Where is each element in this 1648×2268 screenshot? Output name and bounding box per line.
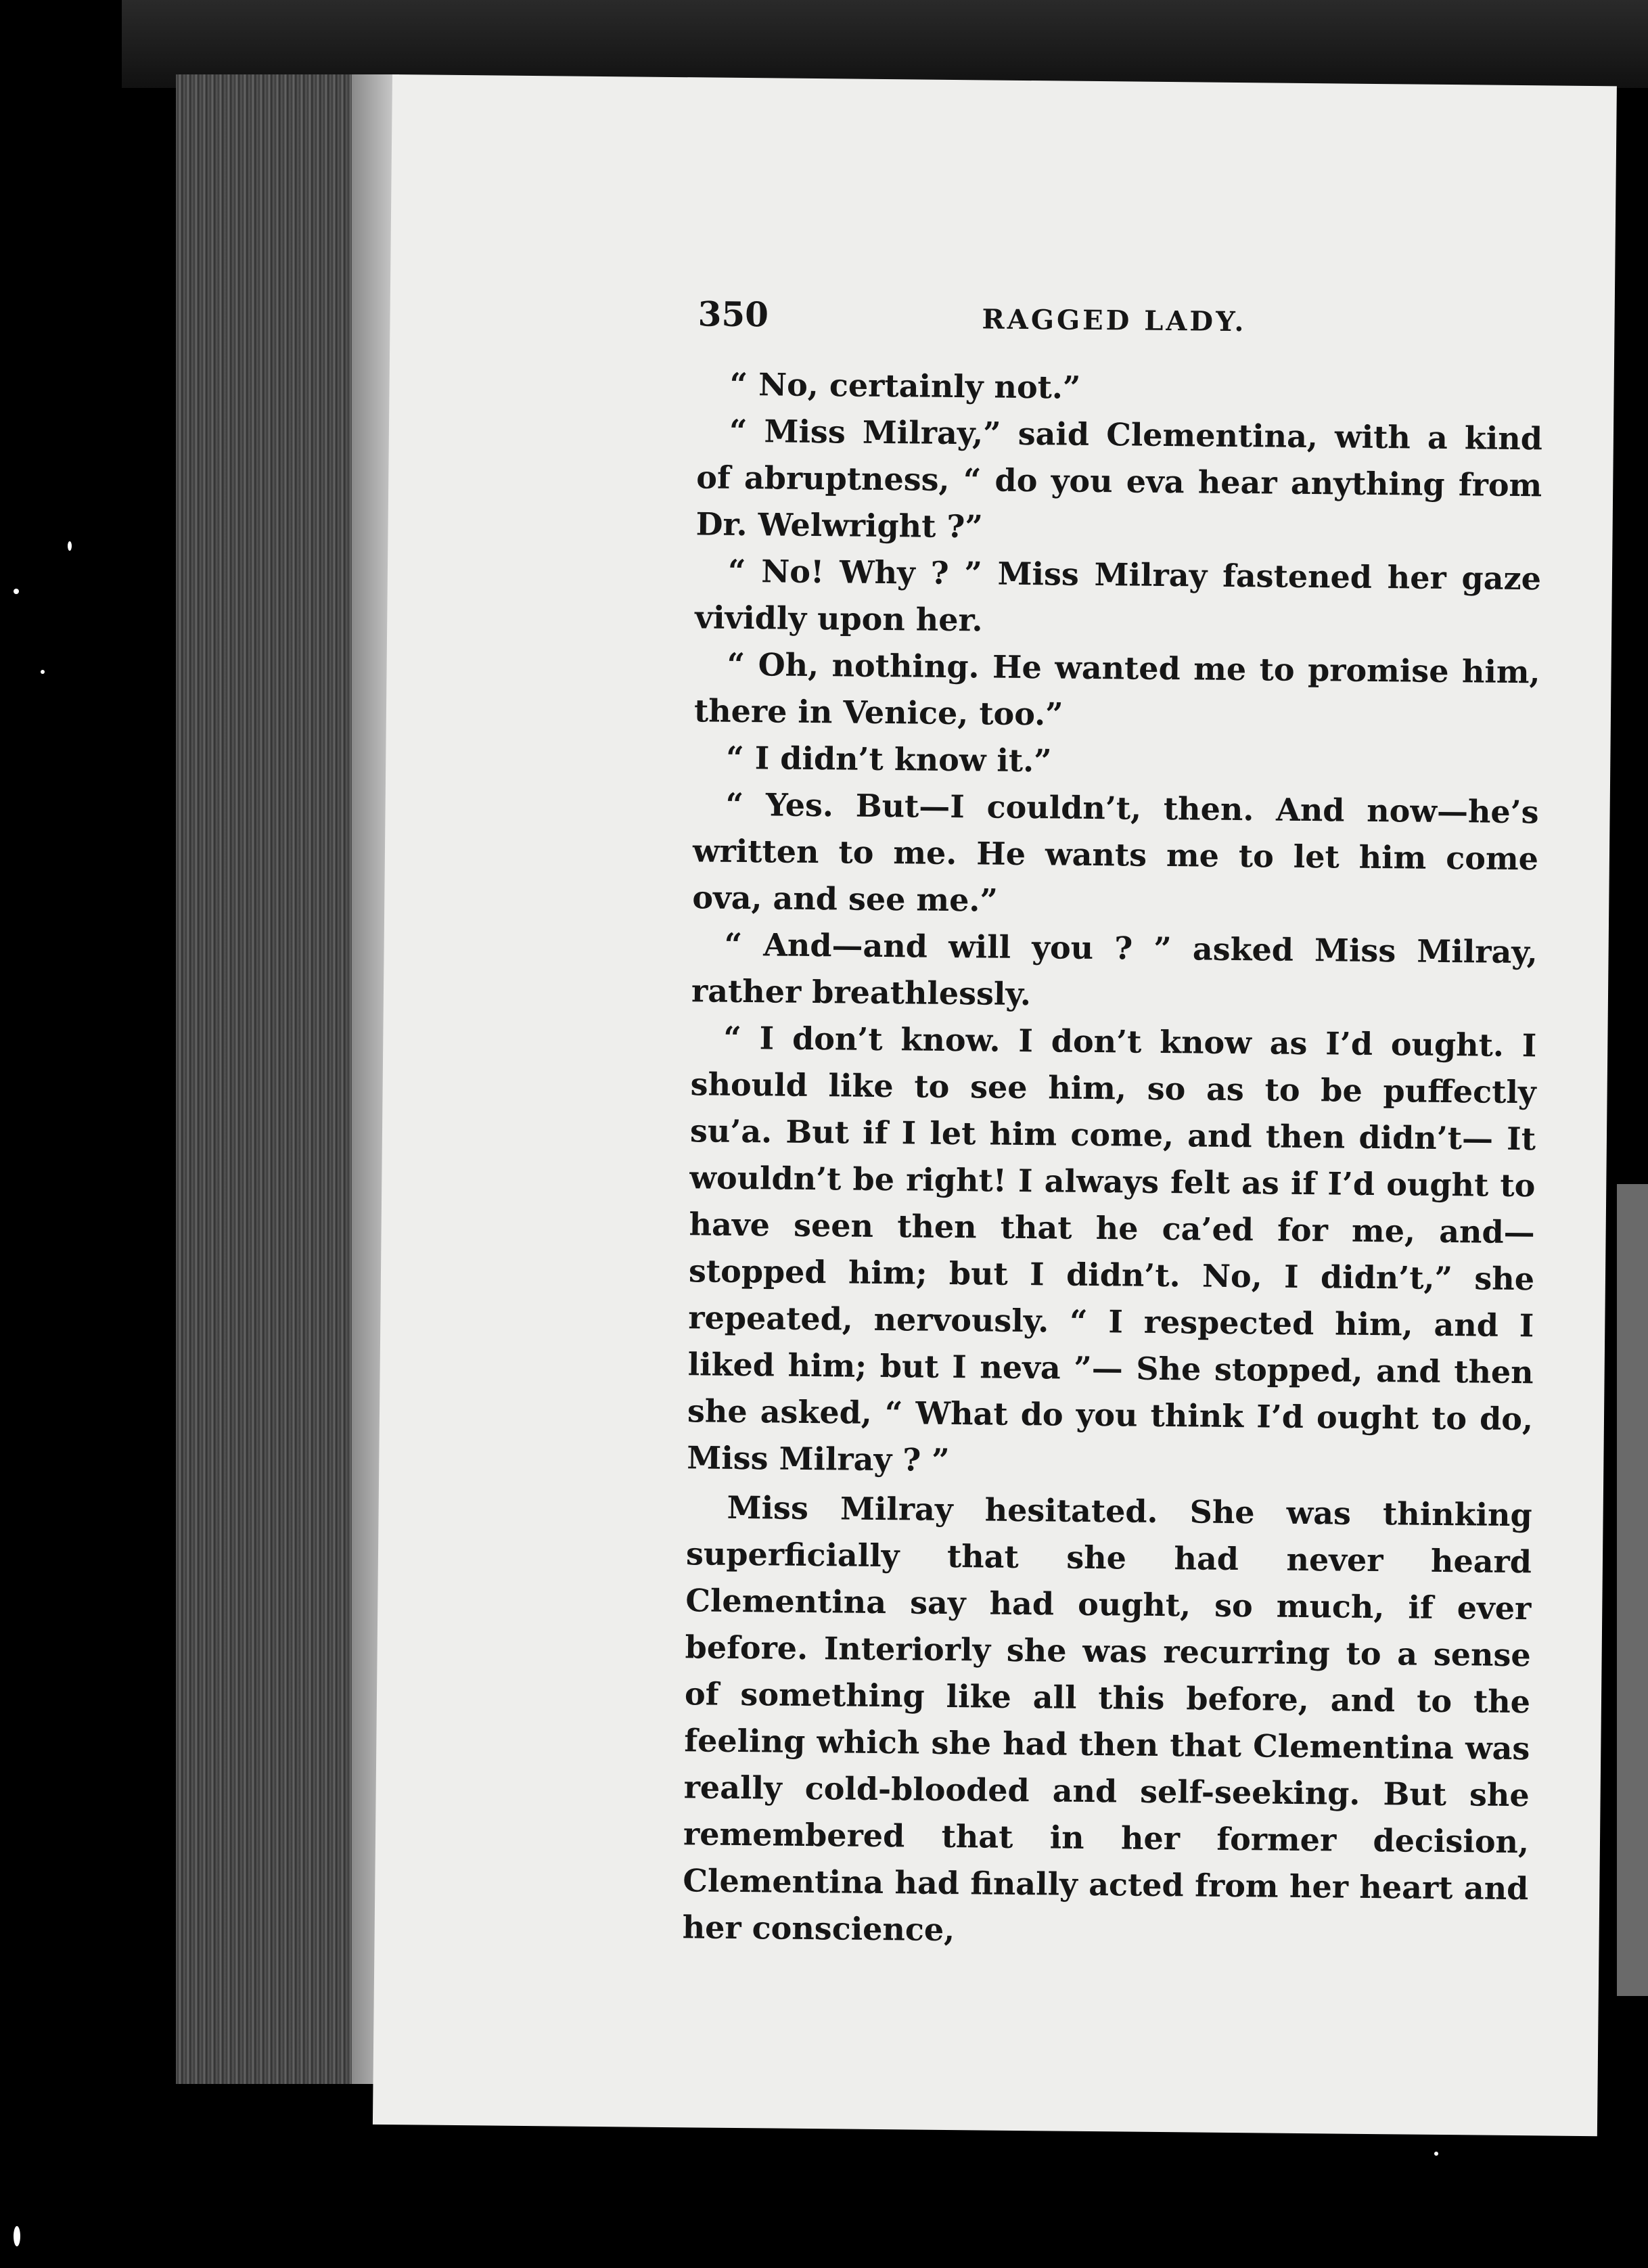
paragraph: “ I didn’t know it.”: [726, 739, 1052, 779]
paragraph: “ I don’t know. I don’t know as I’d ought. I should like to see him, so as to be puffectly su’a. But if I let him come, and then didn’t— It wouldn’t be right! I always felt as if I’d ought to have seen then that he ca’ed for me, and—stopped him; but I didn’t. No, I didn’t,” she repeated, nervously. “ I respected him, and I liked him; but I neva ”— She stopped, and then she asked, “ What do you think I’d ought to do, Miss Milray ? ”: [687, 1019, 1537, 1478]
paragraph: Miss Milray hesitated. She was thinking superficially that she had never heard Clementina say had ought, so much, if ever before. Interiorly she was recurring to a sense of something like all this before, and to the feeling which she had then that Clementina was really cold-blooded and self-seeking. But she remembered that in her former decision, Clementina had finally acted from her heart and her conscience,: [682, 1489, 1532, 1949]
scan-speck: [14, 2226, 20, 2246]
text-block: [682, 294, 1543, 1959]
paragraph: “ And—and will you ? ” asked Miss Milray, rather breathlessly.: [691, 926, 1538, 1013]
page-edges: [176, 74, 399, 2084]
paragraph: “ Oh, nothing. He wanted me to promise him, there in Venice, too.”: [693, 645, 1540, 733]
printed-page: [373, 74, 1617, 2136]
scan-speck: [1434, 2152, 1438, 2156]
scan-speck: [41, 670, 45, 674]
paragraph: “ Yes. But—I couldn’t, then. And now—he’s written to me. He wants me to let him come ova, and see me.”: [692, 786, 1539, 919]
paragraph: “ No, certainly not.”: [729, 365, 1081, 406]
paragraph: “ Miss Milray,” said Clementina, with a kind of abruptness, “ do you eva hear anything from Dr. Welwright ?”: [695, 412, 1543, 545]
page-number: 350: [697, 294, 769, 335]
running-title: RAGGED LADY.: [982, 303, 1247, 338]
running-head: [697, 294, 1544, 342]
paragraph: “ No! Why ? ” Miss Milray fastened her gaze vividly upon her.: [695, 552, 1542, 639]
scan-speck: [14, 589, 19, 594]
facing-page-edge: [1617, 1184, 1648, 1996]
scan-speck: [68, 541, 72, 551]
